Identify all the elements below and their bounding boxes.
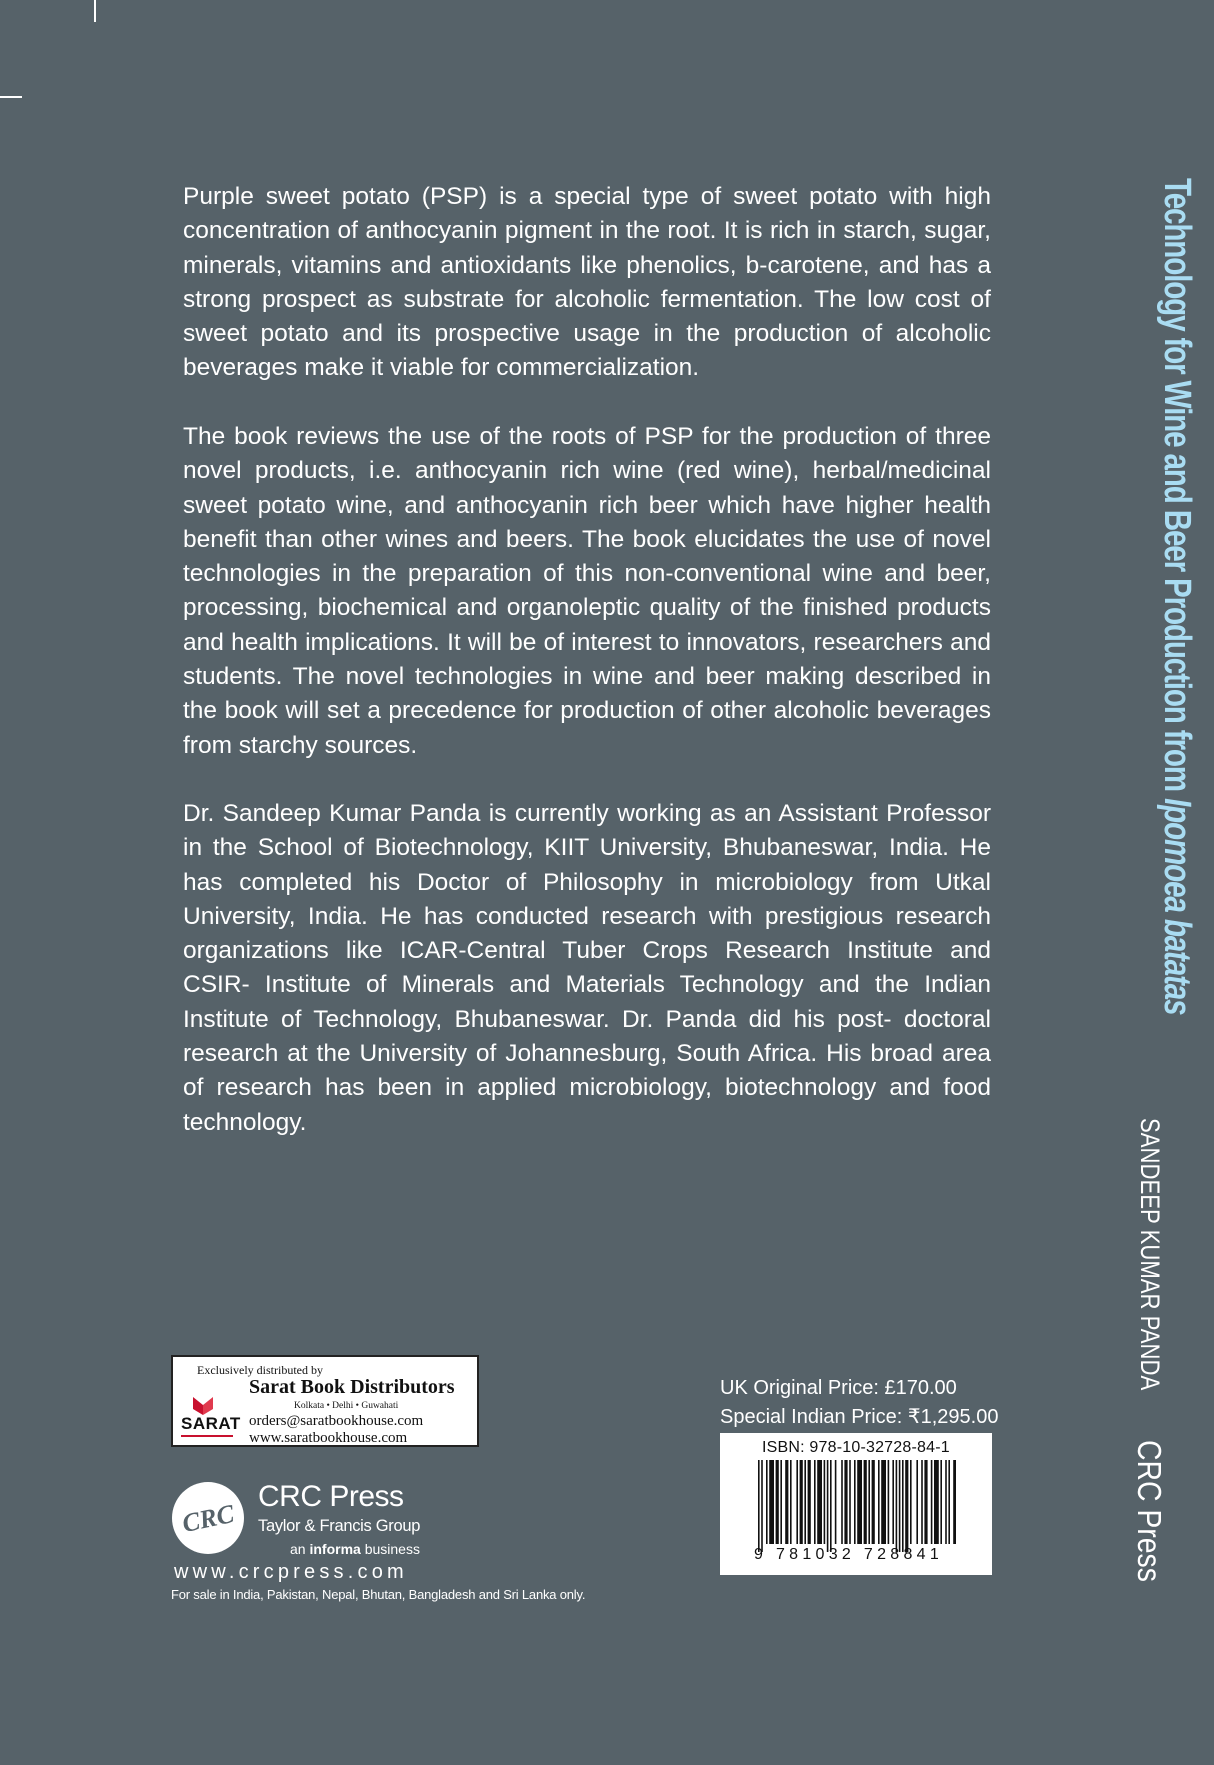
spine-title [1155,178,1198,1014]
blurb-paragraph-book-review: The book reviews the use of the roots of PSP for the production of three novel products, i.e. anthocyanin rich wine (red wine), herbal/medicinal sweet potato wine, and anthocyanin rich beer which have higher health benefit than other wines and beers. The book elucidates the use of novel technologies in the preparation of this non-conventional wine and beer, processing, biochemical and organoleptic quality of the finished products and health implications. It will be of interest to innovators, researchers and students. The novel technologies in wine and beer making described in the book will set a precedence for production of other alcoholic beverages from starchy sources. [183,423,991,759]
distributor-website: www.saratbookhouse.com [249,1430,408,1446]
informa-suffix: business [360,1541,420,1557]
informa-word: informa [309,1541,361,1557]
crc-logo-text: CRC [179,1498,237,1539]
indian-price: Special Indian Price: ₹1,295.00 [720,1406,999,1428]
distributor-email: orders@saratbookhouse.com [249,1413,424,1429]
spine-author: SANDEEP KUMAR PANDA [1135,1118,1165,1391]
barcode-icon [756,1460,956,1552]
distributor-cities: Kolkata • Delhi • Guwahati [294,1401,399,1411]
barcode-digits: 9 781032 728841 [754,1546,944,1563]
blurb-paragraph-author-bio: Dr. Sandeep Kumar Panda is currently working as an Assistant Professor in the School of Biotechnology, KIIT University, Bhubaneswar, India. He has completed his Doctor of Philosophy in microbiology from Utkal University, India. He has conducted research with prestigious research organizations like ICAR-Central Tuber Crops Research Institute and CSIR- Institute of Minerals and Materials Technology and the Indian Institute of Technology, Bhubaneswar. Dr. Panda did his post- doctoral research at the University of Johannesburg, South Africa. His broad area of research has been in applied microbiology, biotechnology and food technology. [183,800,991,1136]
crop-mark-top [94,0,96,22]
crc-logo-icon [170,1480,246,1556]
spine-publisher: CRC Press [1131,1440,1168,1582]
sale-region-note: For sale in India, Pakistan, Nepal, Bhutan, Bangladesh and Sri Lanka only. [171,1587,586,1602]
blurb-paragraph-description: Purple sweet potato (PSP) is a special type of sweet potato with high concentration of anthocyanin pigment in the root. It is rich in starch, sugar, minerals, vitamins and antioxidants like phenolics, b-carotene, and has a strong prospect as substrate for alcoholic fermentation. The low cost of sweet potato and its prospective usage in the production of alcoholic beverages make it viable for commercialization. [183,183,991,382]
sarat-logo-word: SARAT [181,1414,241,1433]
publisher-group: Taylor & Francis Group [258,1517,421,1535]
informa-prefix: an [290,1541,310,1557]
uk-price: UK Original Price: £170.00 [720,1377,957,1399]
distributor-caption: Exclusively distributed by [197,1363,323,1377]
publisher-name: CRC Press [258,1480,404,1513]
crop-mark-left [0,96,22,98]
publisher-informa-line [290,1541,420,1557]
publisher-website: www.crcpress.com [174,1561,408,1583]
isbn-label: ISBN: 978-10-32728-84-1 [762,1439,950,1456]
spine-title-italic: Ipomoea batatas [1156,798,1198,1015]
distributor-box [171,1355,479,1447]
spine-title-main: Technology for Wine and Beer Production from [1156,178,1198,799]
distributor-name: Sarat Book Distributors [249,1376,455,1398]
barcode-box [720,1433,992,1575]
sarat-logo-underline [181,1435,233,1437]
